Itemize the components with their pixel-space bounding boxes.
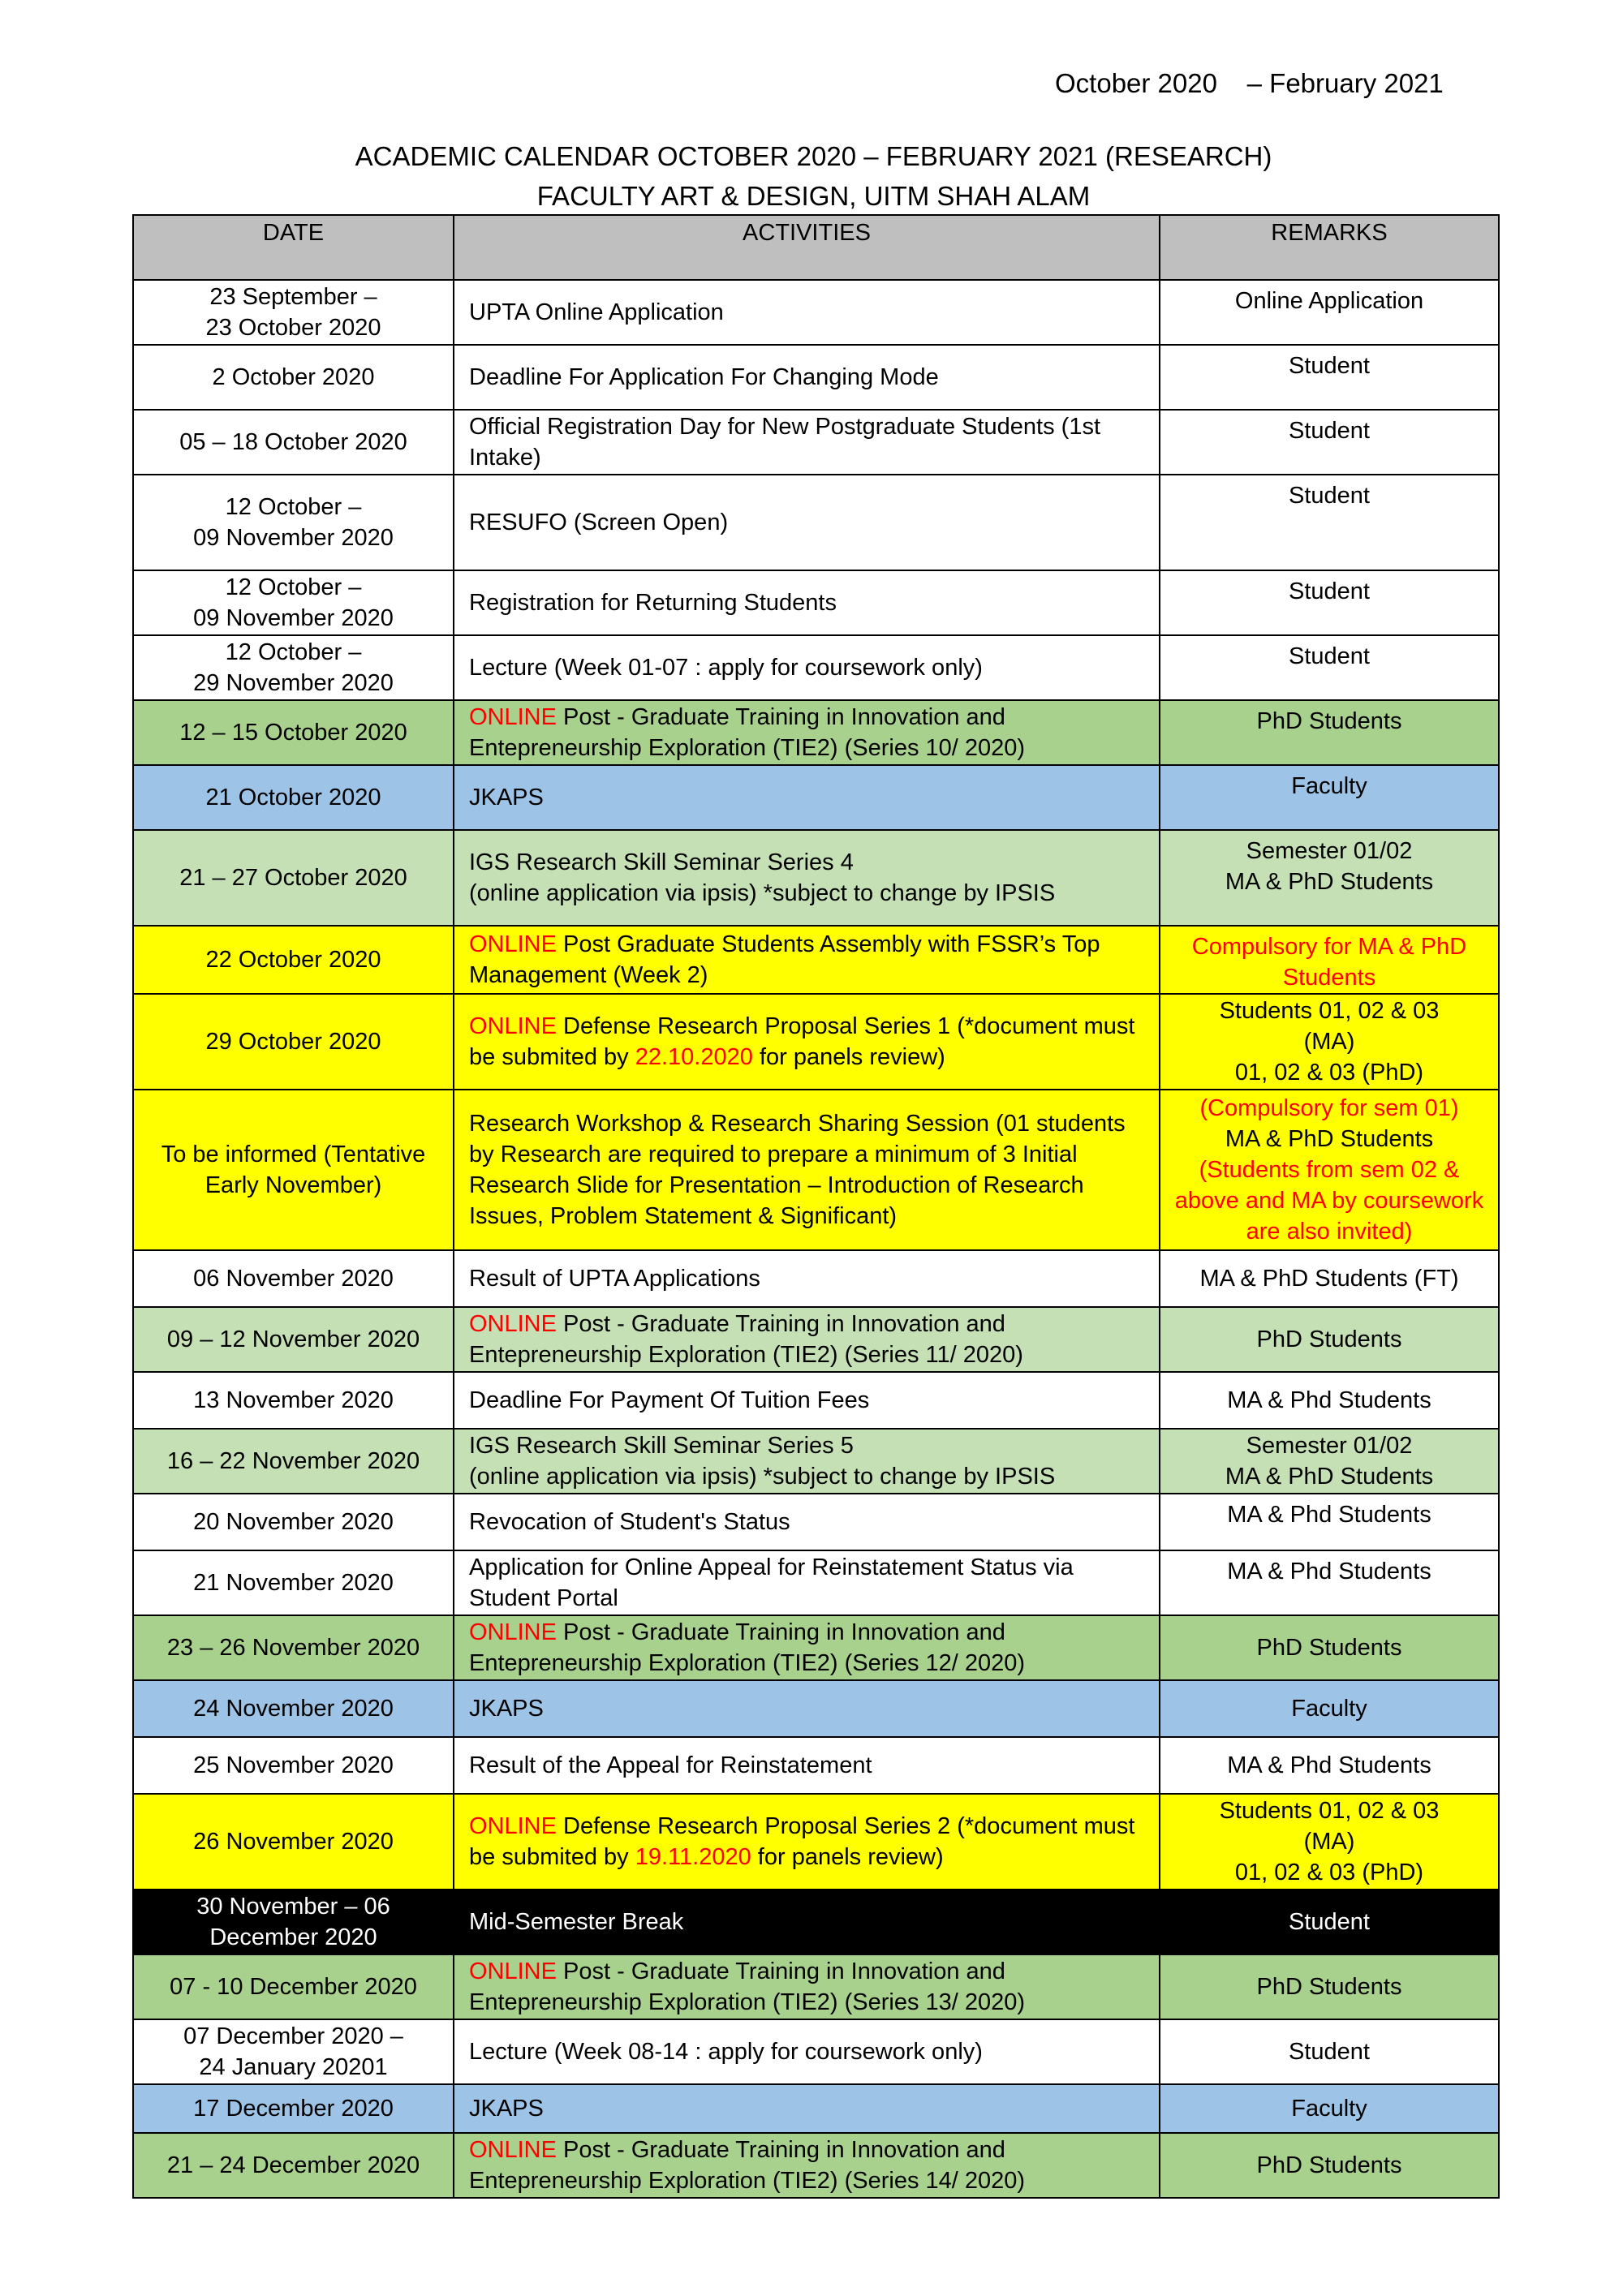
date-cell [133,1954,454,2019]
activity-text: (online application via ipsis) *subject to change by IPSIS [469,880,1056,906]
remarks-text: 01, 02 & 03 (PhD) [1234,1860,1424,1885]
activity-text: IGS Research Skill Seminar Series 4 [469,849,854,875]
activity-text: 19.11.2020 [635,1844,751,1870]
date-cell [133,1090,454,1250]
remarks-cell [1160,1307,1499,1372]
remarks-cell [1160,570,1499,635]
table-row [133,765,1499,830]
remarks-cell [1160,1494,1499,1550]
activity-text: Research Workshop & Research Sharing Session (01 students by Research are required to prepare a minimum of 3 Initial Research Slide for Presentation – Introduction of Research Issues, Problem Statement & Significant) [469,1111,1126,1229]
activity-text: ONLINE [469,1619,557,1645]
remarks-text: PhD Students [1256,2152,1402,2178]
activity-text: ONLINE [469,1311,557,1337]
table-row [133,1550,1499,1615]
remarks-text: 01, 02 & 03 (PhD) [1234,1060,1424,1086]
date-cell [133,1429,454,1494]
remarks-cell [1160,635,1499,700]
remarks-cell [1160,1550,1499,1615]
date-text: 21 – 24 December 2020 [166,2152,420,2178]
activity-cell [454,1954,1160,2019]
activity-text: IGS Research Skill Seminar Series 5 [469,1433,854,1459]
date-text: 12 – 15 October 2020 [179,720,407,746]
table-row [133,2133,1499,2198]
date-text: 26 November 2020 [193,1829,394,1855]
remarks-text: MA & PhD Students [1225,869,1434,895]
activity-cell [454,410,1160,475]
date-cell [133,1615,454,1680]
date-cell [133,1890,454,1954]
date-cell [133,1794,454,1890]
remarks-cell [1160,280,1499,345]
remarks-cell [1160,830,1499,926]
table-row [133,1737,1499,1794]
activity-text: ONLINE [469,2137,557,2163]
activity-cell [454,1680,1160,1737]
remarks-text: (MA) [1303,1829,1355,1855]
date-text: 24 January 20201 [199,2054,388,2080]
activity-text: JKAPS [469,1696,544,1722]
remarks-text: Semester 01/02 [1246,838,1413,864]
date-cell [133,765,454,830]
table-row [133,1890,1499,1954]
academic-calendar-table [132,214,1500,2199]
table-row [133,1372,1499,1429]
activity-cell [454,570,1160,635]
activity-text: Post Graduate Students Assembly with FSSR’s Top Management (Week 2) [469,931,1100,988]
table-row [133,410,1499,475]
faculty-subtitle: FACULTY ART & DESIGN, UITM SHAH ALAM [536,181,1091,211]
activity-text: for panels review) [752,1044,945,1070]
activity-cell [454,1615,1160,1680]
date-text: 2 October 2020 [212,364,375,390]
remarks-text: Faculty [1291,773,1367,799]
date-text: 22 October 2020 [205,947,381,973]
activity-text: ONLINE [469,931,557,957]
date-text: 13 November 2020 [193,1387,394,1413]
table-row [133,1615,1499,1680]
remarks-text: PhD Students [1256,1326,1402,1352]
activity-cell [454,765,1160,830]
activity-text: Application for Online Appeal for Reinstatement Status via Student Portal [469,1554,1074,1611]
remarks-cell [1160,994,1499,1090]
table-row [133,475,1499,570]
activity-cell [454,830,1160,926]
remarks-text: Student [1289,578,1370,604]
activity-cell [454,1090,1160,1250]
date-text: 09 November 2020 [193,605,394,631]
date-text: To be informed (Tentative [161,1142,426,1167]
activity-cell [454,345,1160,410]
remarks-text: Students 01, 02 & 03 [1219,998,1440,1024]
date-text: 05 – 18 October 2020 [179,429,407,455]
activity-text: Post - Graduate Training in Innovation and Entepreneurship Exploration (TIE2) (Series 14/ 2020) [469,2137,1026,2194]
remarks-text: PhD Students [1256,1635,1402,1661]
date-text: 21 November 2020 [193,1570,394,1596]
activity-text: Registration for Returning Students [469,590,837,616]
remarks-text: Student [1289,418,1370,444]
date-cell [133,345,454,410]
activity-text: ONLINE [469,1813,557,1839]
activity-text: Post - Graduate Training in Innovation and Entepreneurship Exploration (TIE2) (Series 10/ 2020) [469,704,1026,761]
date-text: 09 – 12 November 2020 [166,1326,420,1352]
remarks-text: Students 01, 02 & 03 [1219,1798,1440,1824]
table-row [133,1429,1499,1494]
remarks-text: (Compulsory for sem 01) [1199,1095,1459,1121]
remarks-cell [1160,1429,1499,1494]
activity-cell [454,1429,1160,1494]
date-cell [133,1250,454,1307]
activity-cell [454,280,1160,345]
activity-cell [454,994,1160,1090]
date-text: 20 November 2020 [193,1509,394,1535]
remarks-text: Faculty [1291,1696,1367,1722]
activity-text: Lecture (Week 01-07 : apply for coursework only) [469,655,983,681]
table-row [133,2019,1499,2084]
activity-cell [454,2084,1160,2133]
activity-cell [454,1307,1160,1372]
date-cell [133,1372,454,1429]
table-row [133,1250,1499,1307]
remarks-text: (Students from sem 02 & above and MA by coursework are also invited) [1174,1157,1484,1245]
remarks-text: MA & PhD Students [1225,1126,1434,1152]
activity-text: Defense Research Proposal Series 1 (*document must be submited by [469,1013,1135,1070]
date-text: 12 October – [225,494,362,520]
activity-text: Post - Graduate Training in Innovation and Entepreneurship Exploration (TIE2) (Series 12/ 2020) [469,1619,1026,1676]
remarks-cell [1160,1954,1499,2019]
remarks-cell [1160,1794,1499,1890]
remarks-cell [1160,345,1499,410]
date-text: 29 October 2020 [205,1029,381,1055]
table-row [133,280,1499,345]
activity-text: JKAPS [469,785,544,810]
header-date: DATE [133,215,454,280]
date-cell [133,2084,454,2133]
activity-text: 22.10.2020 [635,1044,753,1070]
date-text: 29 November 2020 [193,670,394,696]
activity-text: (online application via ipsis) *subject to change by IPSIS [469,1464,1056,1490]
remarks-cell [1160,765,1499,830]
remarks-cell [1160,1250,1499,1307]
date-cell [133,1494,454,1550]
activity-text: Result of UPTA Applications [469,1266,760,1292]
activity-text: Post - Graduate Training in Innovation and Entepreneurship Exploration (TIE2) (Series 13/ 2020) [469,1958,1026,2015]
remarks-cell [1160,926,1499,994]
date-cell [133,2133,454,2198]
remarks-text: Semester 01/02 [1246,1433,1413,1459]
remarks-text: Online Application [1234,288,1424,314]
activity-text: Official Registration Day for New Postgraduate Students (1st Intake) [469,414,1101,471]
table-row [133,1954,1499,2019]
remarks-text: MA & Phd Students [1227,1387,1431,1413]
table-row [133,994,1499,1090]
activity-text: Deadline For Application For Changing Mode [469,364,939,390]
activity-cell [454,1550,1160,1615]
remarks-text: Student [1289,483,1370,509]
activity-cell [454,1737,1160,1794]
remarks-cell [1160,1615,1499,1680]
activity-text: Defense Research Proposal Series 2 (*document must be submited by [469,1813,1135,1870]
table-body [133,280,1499,2198]
date-text: 30 November – 06 [196,1894,390,1920]
date-cell [133,830,454,926]
remarks-text: MA & PhD Students (FT) [1199,1266,1459,1292]
date-text: 12 October – [225,574,362,600]
remarks-cell [1160,1372,1499,1429]
remarks-text: MA & PhD Students [1225,1464,1434,1490]
activity-cell [454,1250,1160,1307]
remarks-text: Student [1289,2039,1370,2065]
activity-cell [454,2019,1160,2084]
activity-cell [454,635,1160,700]
date-text: 09 November 2020 [193,525,394,551]
activity-cell [454,1372,1160,1429]
activity-cell [454,926,1160,994]
table-row [133,926,1499,994]
date-text: 23 October 2020 [205,315,381,341]
activity-cell [454,1794,1160,1890]
remarks-text: Compulsory for MA & PhD Students [1191,934,1467,991]
table-row [133,635,1499,700]
date-cell [133,280,454,345]
activity-text: RESUFO (Screen Open) [469,510,729,535]
remarks-cell [1160,1680,1499,1737]
date-cell [133,700,454,765]
remarks-cell [1160,2084,1499,2133]
calendar-period: October 2020 – February 2021 [1055,68,1444,98]
remarks-text: PhD Students [1256,708,1402,734]
date-cell [133,1550,454,1615]
table-header-row [133,215,1499,280]
remarks-text: Student [1289,1909,1370,1935]
remarks-text: Student [1289,643,1370,669]
remarks-text: Student [1289,353,1370,379]
activity-text: Revocation of Student's Status [469,1509,790,1535]
date-cell [133,410,454,475]
date-cell [133,926,454,994]
activity-text: Lecture (Week 08-14 : apply for coursework only) [469,2039,983,2065]
header-remarks: REMARKS [1160,215,1499,280]
activity-cell [454,1494,1160,1550]
remarks-text: MA & Phd Students [1227,1559,1431,1584]
calendar-title: ACADEMIC CALENDAR OCTOBER 2020 – FEBRUARY 2021 (RESEARCH) [355,141,1272,171]
remarks-cell [1160,1090,1499,1250]
date-text: 16 – 22 November 2020 [166,1448,420,1474]
date-text: 24 November 2020 [193,1696,394,1722]
date-text: 23 – 26 November 2020 [166,1635,420,1661]
activity-cell [454,1890,1160,1954]
date-text: 12 October – [225,639,362,665]
activity-cell [454,2133,1160,2198]
activity-text: for panels review) [751,1844,944,1870]
activity-text: ONLINE [469,1958,557,1984]
date-cell [133,635,454,700]
date-text: Early November) [204,1172,382,1198]
date-cell [133,1680,454,1737]
date-text: 25 November 2020 [193,1752,394,1778]
activity-text: Mid-Semester Break [469,1909,684,1935]
date-cell [133,2019,454,2084]
activity-text: Deadline For Payment Of Tuition Fees [469,1387,870,1413]
date-cell [133,1737,454,1794]
activity-text: Post - Graduate Training in Innovation and Entepreneurship Exploration (TIE2) (Series 11/ 2020) [469,1311,1023,1368]
remarks-text: (MA) [1303,1029,1355,1055]
activity-cell [454,475,1160,570]
remarks-cell [1160,2133,1499,2198]
remarks-text: MA & Phd Students [1227,1502,1431,1528]
activity-text: Result of the Appeal for Reinstatement [469,1752,872,1778]
date-text: 17 December 2020 [193,2096,394,2122]
table-row [133,345,1499,410]
activity-text: ONLINE [469,704,557,730]
table-row [133,2084,1499,2133]
activity-text: ONLINE [469,1013,557,1039]
remarks-cell [1160,475,1499,570]
table-row [133,1494,1499,1550]
remarks-text: PhD Students [1256,1974,1402,2000]
date-cell [133,475,454,570]
remarks-cell [1160,1737,1499,1794]
table-row [133,700,1499,765]
remarks-cell [1160,2019,1499,2084]
date-text: 21 – 27 October 2020 [179,865,407,891]
date-text: December 2020 [209,1924,377,1950]
date-cell [133,994,454,1090]
table-row [133,1794,1499,1890]
table-row [133,1090,1499,1250]
table-row [133,1307,1499,1372]
table-row [133,570,1499,635]
remarks-cell [1160,700,1499,765]
date-text: 06 November 2020 [193,1266,394,1292]
remarks-text: MA & Phd Students [1227,1752,1431,1778]
date-text: 07 December 2020 – [183,2023,403,2049]
table-row [133,830,1499,926]
activity-text: JKAPS [469,2096,544,2122]
remarks-text: Faculty [1291,2096,1367,2122]
date-text: 21 October 2020 [205,785,381,810]
date-text: 23 September – [209,284,377,310]
header-activities: ACTIVITIES [454,215,1160,280]
date-cell [133,570,454,635]
activity-cell [454,700,1160,765]
remarks-cell [1160,1890,1499,1954]
remarks-cell [1160,410,1499,475]
activity-text: UPTA Online Application [469,299,724,325]
table-row [133,1680,1499,1737]
date-text: 07 - 10 December 2020 [170,1974,417,2000]
date-cell [133,1307,454,1372]
